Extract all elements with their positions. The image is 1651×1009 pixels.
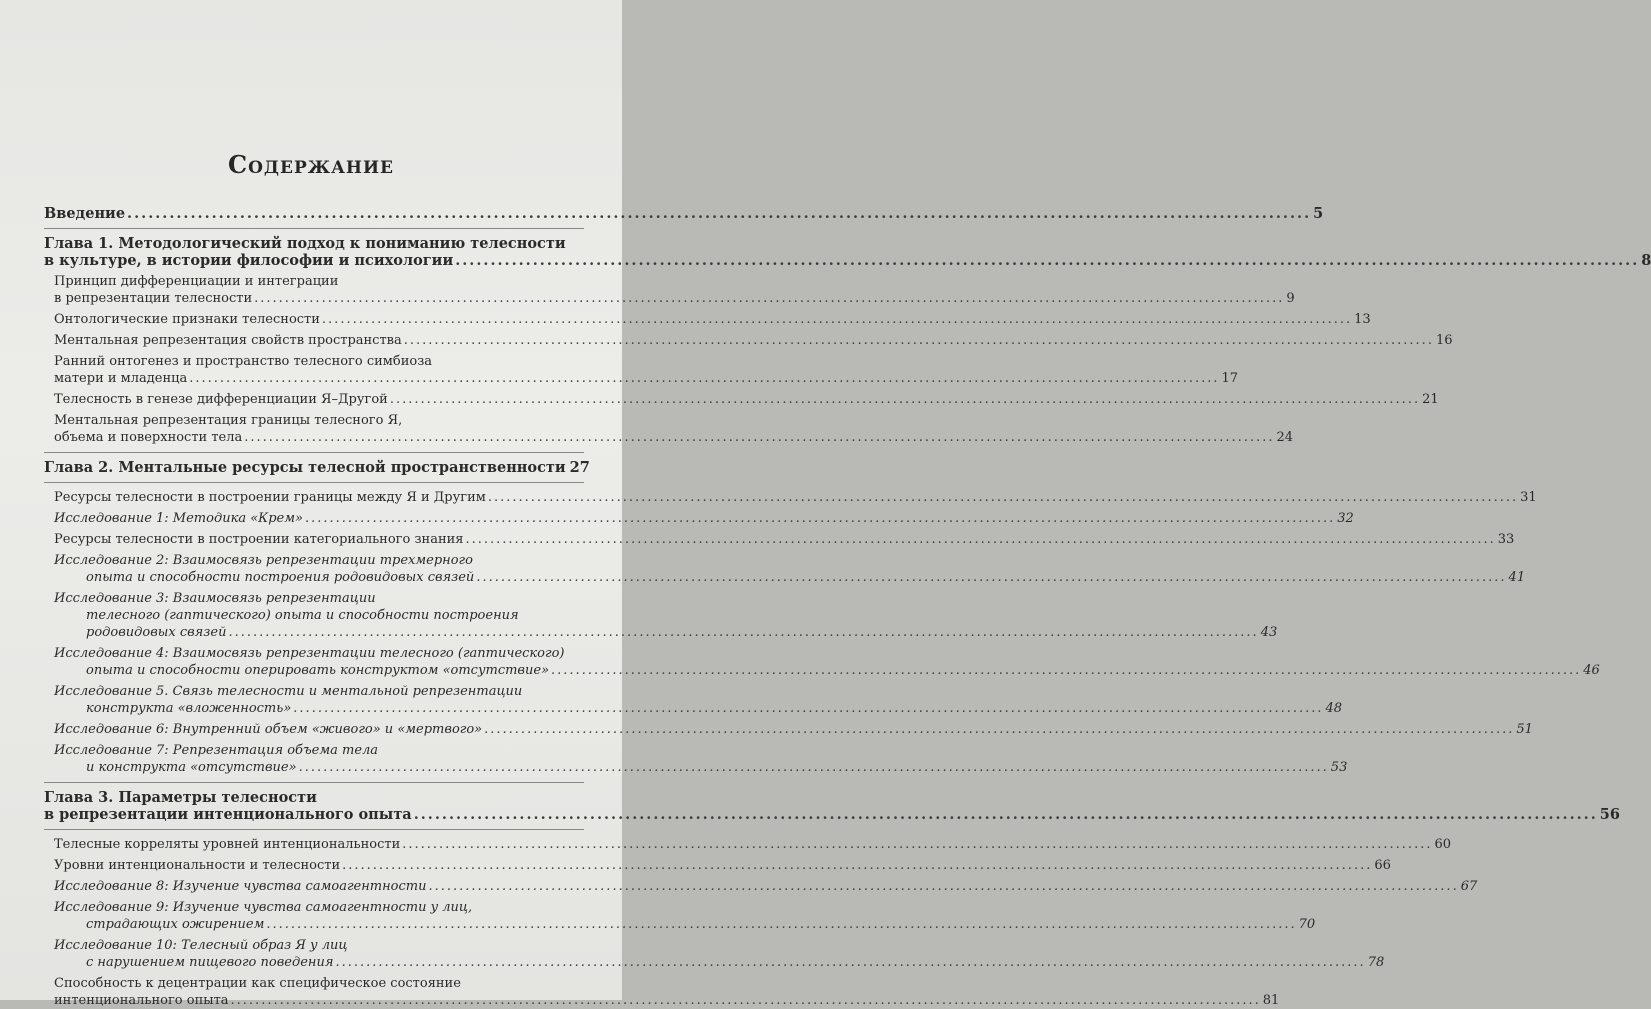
toc-leader-dots bbox=[127, 205, 1311, 222]
toc-section-entry bbox=[44, 721, 1533, 738]
toc-section-entry bbox=[44, 742, 1348, 776]
toc-text: Исследование 7: Репрезентация объема тела bbox=[54, 743, 379, 758]
toc-text: Исследование 5. Связь телесности и ментальной репрезентации bbox=[54, 684, 523, 699]
toc-text: Исследование 3: Взаимосвязь репрезентации bbox=[54, 591, 376, 606]
toc-leader-dots bbox=[254, 290, 1284, 307]
toc-text: Ранний онтогенез и пространство телесного симбиоза bbox=[54, 354, 433, 369]
toc-page-number: 21 bbox=[1422, 392, 1439, 407]
toc-leader-dots bbox=[551, 662, 1581, 679]
toc-section-entry bbox=[44, 489, 1537, 506]
toc-text: Введение bbox=[44, 205, 126, 222]
section-divider bbox=[44, 782, 584, 783]
toc-text: Способность к децентрации как специфическое состояние bbox=[54, 976, 461, 991]
toc-line bbox=[54, 683, 584, 700]
toc-page-number: 24 bbox=[1276, 430, 1294, 445]
toc-text: Ментальная репрезентация границы телесного Я, bbox=[54, 413, 403, 428]
toc-section-entry bbox=[44, 391, 1439, 408]
toc-page-number: 31 bbox=[1520, 490, 1537, 505]
toc-text: Ментальная репрезентация свойств пространства bbox=[54, 333, 402, 348]
toc-line bbox=[54, 878, 1478, 895]
toc-chapter-entry bbox=[44, 205, 1324, 222]
toc-text: родовидовых связей bbox=[86, 625, 227, 640]
toc-line bbox=[44, 459, 590, 476]
toc-chapter-entry bbox=[44, 459, 590, 476]
toc-text: интенционального опыта bbox=[54, 993, 229, 1008]
toc-line bbox=[54, 290, 1295, 307]
toc-leader-dots bbox=[342, 857, 1372, 874]
toc-text: объема и поверхности тела bbox=[54, 430, 243, 445]
toc-line bbox=[54, 937, 584, 954]
toc-page-number: 27 bbox=[569, 459, 590, 476]
toc-section-entry bbox=[44, 937, 1385, 971]
toc-text: Глава 2. Ментальные ресурсы телесной пространственности bbox=[44, 459, 566, 476]
toc-line bbox=[54, 273, 584, 290]
toc-text: Исследование 8: Изучение чувства самоагентности bbox=[54, 879, 427, 894]
toc-text: Ресурсы телесности в построении категориального знания bbox=[54, 532, 464, 547]
toc-leader-dots bbox=[305, 510, 1335, 527]
table-of-contents bbox=[44, 200, 1651, 1009]
toc-leader-dots bbox=[335, 954, 1365, 971]
toc-leader-dots bbox=[465, 531, 1495, 548]
toc-line bbox=[54, 489, 1537, 506]
toc-section-entry bbox=[44, 878, 1478, 895]
section-divider bbox=[44, 228, 584, 229]
toc-text: Исследование 4: Взаимосвязь репрезентации телесного (гаптического) bbox=[54, 646, 565, 661]
toc-text: Ресурсы телесности в построении границы между Я и Другим bbox=[54, 490, 486, 505]
toc-text: телесного (гаптического) опыта и способности построения bbox=[86, 608, 519, 623]
toc-page-number: 48 bbox=[1325, 701, 1343, 716]
toc-line bbox=[54, 759, 1348, 776]
toc-line bbox=[54, 662, 1600, 679]
toc-page-number: 66 bbox=[1374, 858, 1391, 873]
toc-leader-dots bbox=[390, 391, 1420, 408]
section-divider bbox=[44, 452, 584, 453]
toc-line bbox=[54, 700, 1343, 717]
toc-line bbox=[54, 899, 584, 916]
toc-leader-dots bbox=[402, 836, 1432, 853]
toc-line bbox=[54, 412, 584, 429]
toc-text: в репрезентации телесности bbox=[54, 291, 253, 306]
toc-chapter-entry bbox=[44, 235, 1651, 269]
toc-text: Принцип дифференциации и интеграции bbox=[54, 274, 339, 289]
toc-line bbox=[54, 836, 1452, 853]
toc-line bbox=[44, 235, 584, 252]
toc-section-entry bbox=[44, 552, 1526, 586]
toc-section-entry bbox=[44, 836, 1452, 853]
toc-line bbox=[54, 531, 1515, 548]
toc-page-number: 8 bbox=[1641, 252, 1651, 269]
toc-page-number: 46 bbox=[1583, 663, 1600, 678]
toc-page-number: 67 bbox=[1460, 879, 1478, 894]
toc-line bbox=[54, 857, 1391, 874]
section-divider bbox=[44, 829, 584, 830]
toc-text: в репрезентации интенционального опыта bbox=[44, 806, 412, 823]
toc-text: Телесные корреляты уровней интенциональности bbox=[54, 837, 401, 852]
toc-text: Исследование 2: Взаимосвязь репрезентации трехмерного bbox=[54, 553, 473, 568]
toc-text: Глава 1. Методологический подход к пониманию телесности bbox=[44, 235, 566, 252]
toc-page-number: 16 bbox=[1435, 333, 1453, 348]
toc-section-entry bbox=[44, 273, 1295, 307]
toc-leader-dots bbox=[428, 878, 1458, 895]
toc-text: страдающих ожирением bbox=[86, 917, 265, 932]
toc-leader-dots bbox=[231, 992, 1261, 1009]
toc-text: в культуре, в истории философии и психологии bbox=[44, 252, 454, 269]
toc-line bbox=[54, 742, 584, 759]
toc-leader-dots bbox=[299, 759, 1329, 776]
toc-page-number: 78 bbox=[1367, 955, 1385, 970]
toc-line bbox=[54, 721, 1533, 738]
toc-line bbox=[54, 429, 1294, 446]
toc-leader-dots bbox=[189, 370, 1219, 387]
toc-line bbox=[44, 252, 1651, 269]
toc-page-number: 41 bbox=[1508, 570, 1526, 585]
toc-page-number: 33 bbox=[1497, 532, 1515, 547]
toc-text: Онтологические признаки телесности bbox=[54, 312, 320, 327]
toc-page-number: 32 bbox=[1337, 511, 1354, 526]
toc-line bbox=[54, 510, 1354, 527]
toc-section-entry bbox=[44, 510, 1354, 527]
toc-text: конструкта «вложенность» bbox=[86, 701, 292, 716]
toc-section-entry bbox=[44, 899, 1316, 933]
toc-section-entry bbox=[44, 412, 1294, 446]
toc-text: и конструкта «отсутствие» bbox=[86, 760, 297, 775]
toc-page-number: 56 bbox=[1599, 806, 1620, 823]
toc-leader-dots bbox=[322, 311, 1352, 328]
toc-page-number: 81 bbox=[1262, 993, 1280, 1008]
toc-section-entry bbox=[44, 683, 1343, 717]
toc-text: Исследование 9: Изучение чувства самоагентности у лиц, bbox=[54, 900, 473, 915]
toc-line bbox=[54, 645, 584, 662]
toc-section-entry bbox=[44, 353, 1239, 387]
toc-leader-dots bbox=[266, 916, 1296, 933]
toc-line bbox=[54, 975, 584, 992]
toc-text: Исследование 10: Телесный образ Я у лиц bbox=[54, 938, 348, 953]
toc-leader-dots bbox=[404, 332, 1434, 349]
toc-text: Телесность в генезе дифференциации Я–Другой bbox=[54, 392, 388, 407]
toc-line bbox=[54, 311, 1371, 328]
toc-text: опыта и способности построения родовидовых связей bbox=[86, 570, 475, 585]
toc-leader-dots bbox=[455, 252, 1639, 269]
toc-chapter-entry bbox=[44, 789, 1620, 823]
toc-line bbox=[54, 391, 1439, 408]
toc-leader-dots bbox=[476, 569, 1506, 586]
toc-section-entry bbox=[44, 645, 1600, 679]
toc-line bbox=[54, 607, 584, 624]
toc-text: матери и младенца bbox=[54, 371, 188, 386]
toc-line bbox=[54, 353, 584, 370]
toc-leader-dots bbox=[484, 721, 1514, 738]
toc-text: опыта и способности оперировать конструктом «отсутствие» bbox=[86, 663, 550, 678]
toc-page-number: 13 bbox=[1354, 312, 1371, 327]
toc-leader-dots bbox=[414, 806, 1598, 823]
toc-section-entry bbox=[44, 311, 1371, 328]
toc-section-entry bbox=[44, 590, 1278, 641]
toc-text: Глава 3. Параметры телесности bbox=[44, 789, 317, 806]
toc-leader-dots bbox=[293, 700, 1323, 717]
toc-section-entry bbox=[44, 975, 1280, 1009]
toc-page-number: 5 bbox=[1313, 205, 1324, 222]
page-title: Содержание bbox=[228, 150, 394, 179]
toc-text: с нарушением пищевого поведения bbox=[86, 955, 334, 970]
toc-page-number: 17 bbox=[1221, 371, 1239, 386]
toc-leader-dots bbox=[228, 624, 1258, 641]
toc-line bbox=[54, 916, 1316, 933]
toc-page-number: 51 bbox=[1516, 722, 1533, 737]
toc-page-number: 70 bbox=[1298, 917, 1316, 932]
toc-page-number: 60 bbox=[1434, 837, 1452, 852]
toc-leader-dots bbox=[488, 489, 1518, 506]
toc-line bbox=[54, 992, 1280, 1009]
toc-page-number: 9 bbox=[1286, 291, 1295, 306]
toc-text: Исследование 1: Методика «Крем» bbox=[54, 511, 303, 526]
toc-line bbox=[54, 590, 584, 607]
toc-page-number: 53 bbox=[1330, 760, 1348, 775]
toc-line bbox=[44, 806, 1620, 823]
toc-section-entry bbox=[44, 531, 1515, 548]
toc-page-number: 43 bbox=[1260, 625, 1278, 640]
toc-line bbox=[44, 789, 584, 806]
toc-leader-dots bbox=[244, 429, 1274, 446]
toc-line bbox=[44, 205, 1324, 222]
toc-text: Уровни интенциональности и телесности bbox=[54, 858, 341, 873]
toc-text: Исследование 6: Внутренний объем «живого» и «мертвого» bbox=[54, 722, 483, 737]
section-divider bbox=[44, 482, 584, 483]
toc-section-entry bbox=[44, 857, 1391, 874]
toc-line bbox=[54, 624, 1278, 641]
toc-line bbox=[54, 954, 1385, 971]
toc-section-entry bbox=[44, 332, 1453, 349]
toc-line bbox=[54, 552, 584, 569]
toc-line bbox=[54, 370, 1239, 387]
toc-line bbox=[54, 332, 1453, 349]
toc-line bbox=[54, 569, 1526, 586]
